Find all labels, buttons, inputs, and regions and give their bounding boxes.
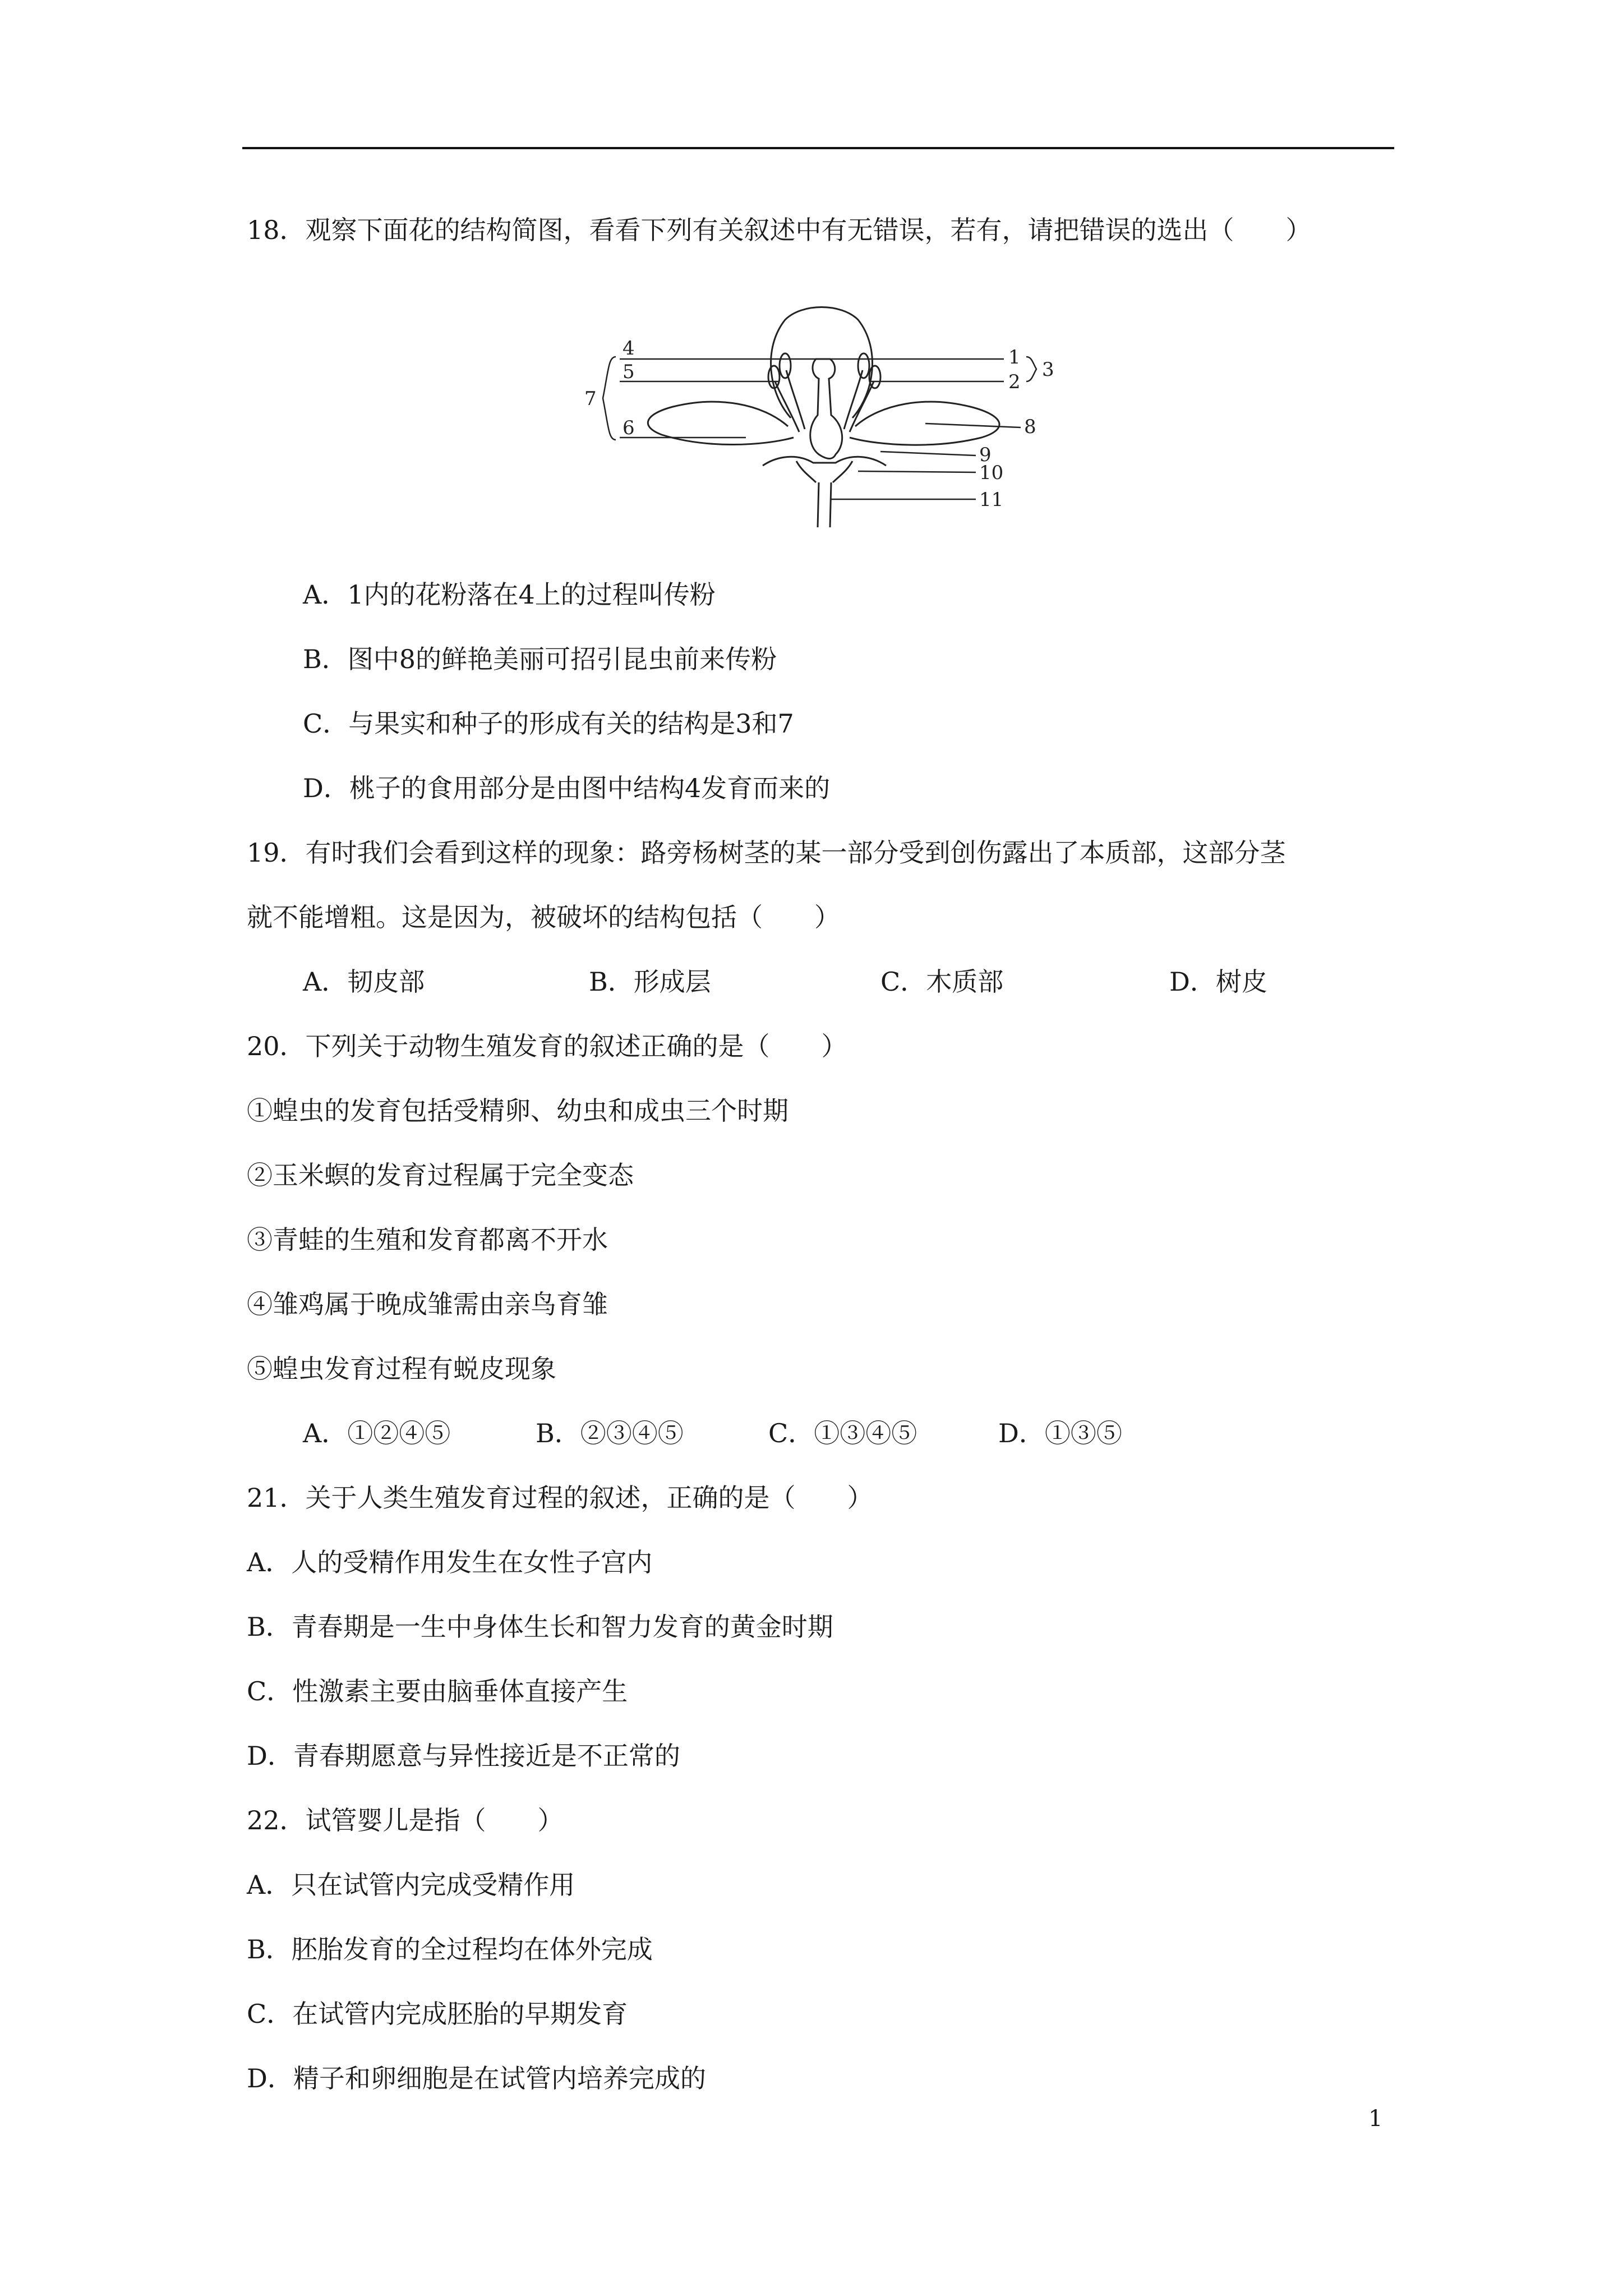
q20-statement-5: ⑤蝗虫发育过程有蜕皮现象 bbox=[247, 1354, 556, 1384]
flower-diagram-svg bbox=[578, 297, 1071, 533]
q20-option-b: B．②③④⑤ bbox=[536, 1418, 684, 1448]
q19-option-a: A．韧皮部 bbox=[303, 967, 425, 997]
figure-label-7: 7 bbox=[584, 388, 597, 410]
q20-option-a: A．①②④⑤ bbox=[303, 1418, 451, 1448]
q21-option-b: B．青春期是一生中身体生长和智力发育的黄金时期 bbox=[247, 1612, 833, 1642]
stamen-filament-right bbox=[844, 370, 863, 429]
stamen-filament-left bbox=[786, 370, 805, 429]
flower-structure-diagram bbox=[578, 297, 1071, 533]
q19-stem-line2: 就不能增粗。这是因为，被破坏的结构包括（ ） bbox=[247, 902, 840, 932]
q20-statement-4: ④雏鸡属于晚成雏需由亲鸟育雏 bbox=[247, 1289, 608, 1319]
figure-label-1: 1 bbox=[1008, 346, 1021, 369]
q22-option-a: A．只在试管内完成受精作用 bbox=[247, 1870, 575, 1900]
receptacle-right bbox=[833, 461, 852, 482]
page-number: 1 bbox=[1368, 2106, 1383, 2132]
q19-option-d: D．树皮 bbox=[1169, 967, 1267, 997]
q22-option-d: D．精子和卵细胞是在试管内培养完成的 bbox=[247, 2063, 706, 2093]
q20-statement-3: ③青蛙的生殖和发育都离不开水 bbox=[247, 1225, 608, 1255]
q18-option-d: D．桃子的食用部分是由图中结构4发育而来的 bbox=[303, 773, 831, 803]
q22-stem: 22．试管婴儿是指（ ） bbox=[247, 1805, 564, 1835]
right-petal-outline bbox=[850, 402, 999, 445]
q18-option-c: C．与果实和种子的形成有关的结构是3和7 bbox=[303, 708, 794, 739]
figure-label-6: 6 bbox=[623, 417, 635, 439]
q21-option-d: D．青春期愿意与异性接近是不正常的 bbox=[247, 1741, 680, 1771]
figure-label-11: 11 bbox=[979, 489, 1004, 511]
q21-stem: 21．关于人类生殖发育过程的叙述，正确的是（ ） bbox=[247, 1483, 873, 1513]
figure-label-4: 4 bbox=[623, 337, 635, 360]
brace-3 bbox=[1026, 357, 1036, 381]
figure-label-10: 10 bbox=[979, 462, 1004, 484]
figure-label-9: 9 bbox=[979, 444, 992, 466]
q20-statement-1: ①蝗虫的发育包括受精卵、幼虫和成虫三个时期 bbox=[247, 1096, 789, 1126]
q19-option-b: B．形成层 bbox=[589, 967, 711, 997]
q22-option-b: B．胚胎发育的全过程均在体外完成 bbox=[247, 1934, 653, 1964]
pistil-outline bbox=[810, 359, 842, 459]
q21-option-a: A．人的受精作用发生在女性子宫内 bbox=[247, 1547, 653, 1577]
receptacle-left bbox=[796, 461, 816, 482]
header-rule bbox=[242, 147, 1394, 149]
q21-option-c: C．性激素主要由脑垂体直接产生 bbox=[247, 1676, 628, 1706]
q20-statement-2: ②玉米螟的发育过程属于完全变态 bbox=[247, 1160, 634, 1190]
stalk-right bbox=[830, 482, 831, 527]
q18-option-b: B．图中8的鲜艳美丽可招引昆虫前来传粉 bbox=[303, 644, 777, 674]
brace-7 bbox=[603, 357, 616, 440]
q22-option-c: C．在试管内完成胚胎的早期发育 bbox=[247, 1999, 628, 2029]
anther-right bbox=[858, 353, 869, 378]
q19-option-c: C．木质部 bbox=[880, 967, 1004, 997]
stalk-left bbox=[818, 482, 819, 527]
q19-stem-line1: 19．有时我们会看到这样的现象：路旁杨树茎的某一部分受到创伤露出了本质部，这部分茎 bbox=[247, 838, 1286, 868]
anther-left bbox=[780, 353, 791, 378]
q20-option-d: D．①③⑤ bbox=[998, 1418, 1122, 1448]
stamen-filament-left-2 bbox=[775, 381, 799, 432]
q18-stem: 18．观察下面花的结构简图，看看下列有关叙述中有无错误，若有，请把错误的选出（ ） bbox=[247, 215, 1312, 245]
q19-options-row bbox=[0, 965, 1623, 999]
q18-option-a: A．1内的花粉落在4上的过程叫传粉 bbox=[303, 579, 716, 610]
top-petal-outline bbox=[771, 307, 873, 418]
figure-label-5: 5 bbox=[623, 361, 635, 383]
q20-option-c: C．①③④⑤ bbox=[768, 1418, 917, 1448]
q20-stem: 20．下列关于动物生殖发育的叙述正确的是（ ） bbox=[247, 1031, 847, 1061]
figure-label-3: 3 bbox=[1042, 358, 1054, 381]
q20-options-row bbox=[0, 1416, 1623, 1450]
figure-label-8: 8 bbox=[1024, 416, 1036, 438]
figure-label-2: 2 bbox=[1008, 371, 1021, 393]
stamen-filament-right-2 bbox=[850, 381, 874, 432]
